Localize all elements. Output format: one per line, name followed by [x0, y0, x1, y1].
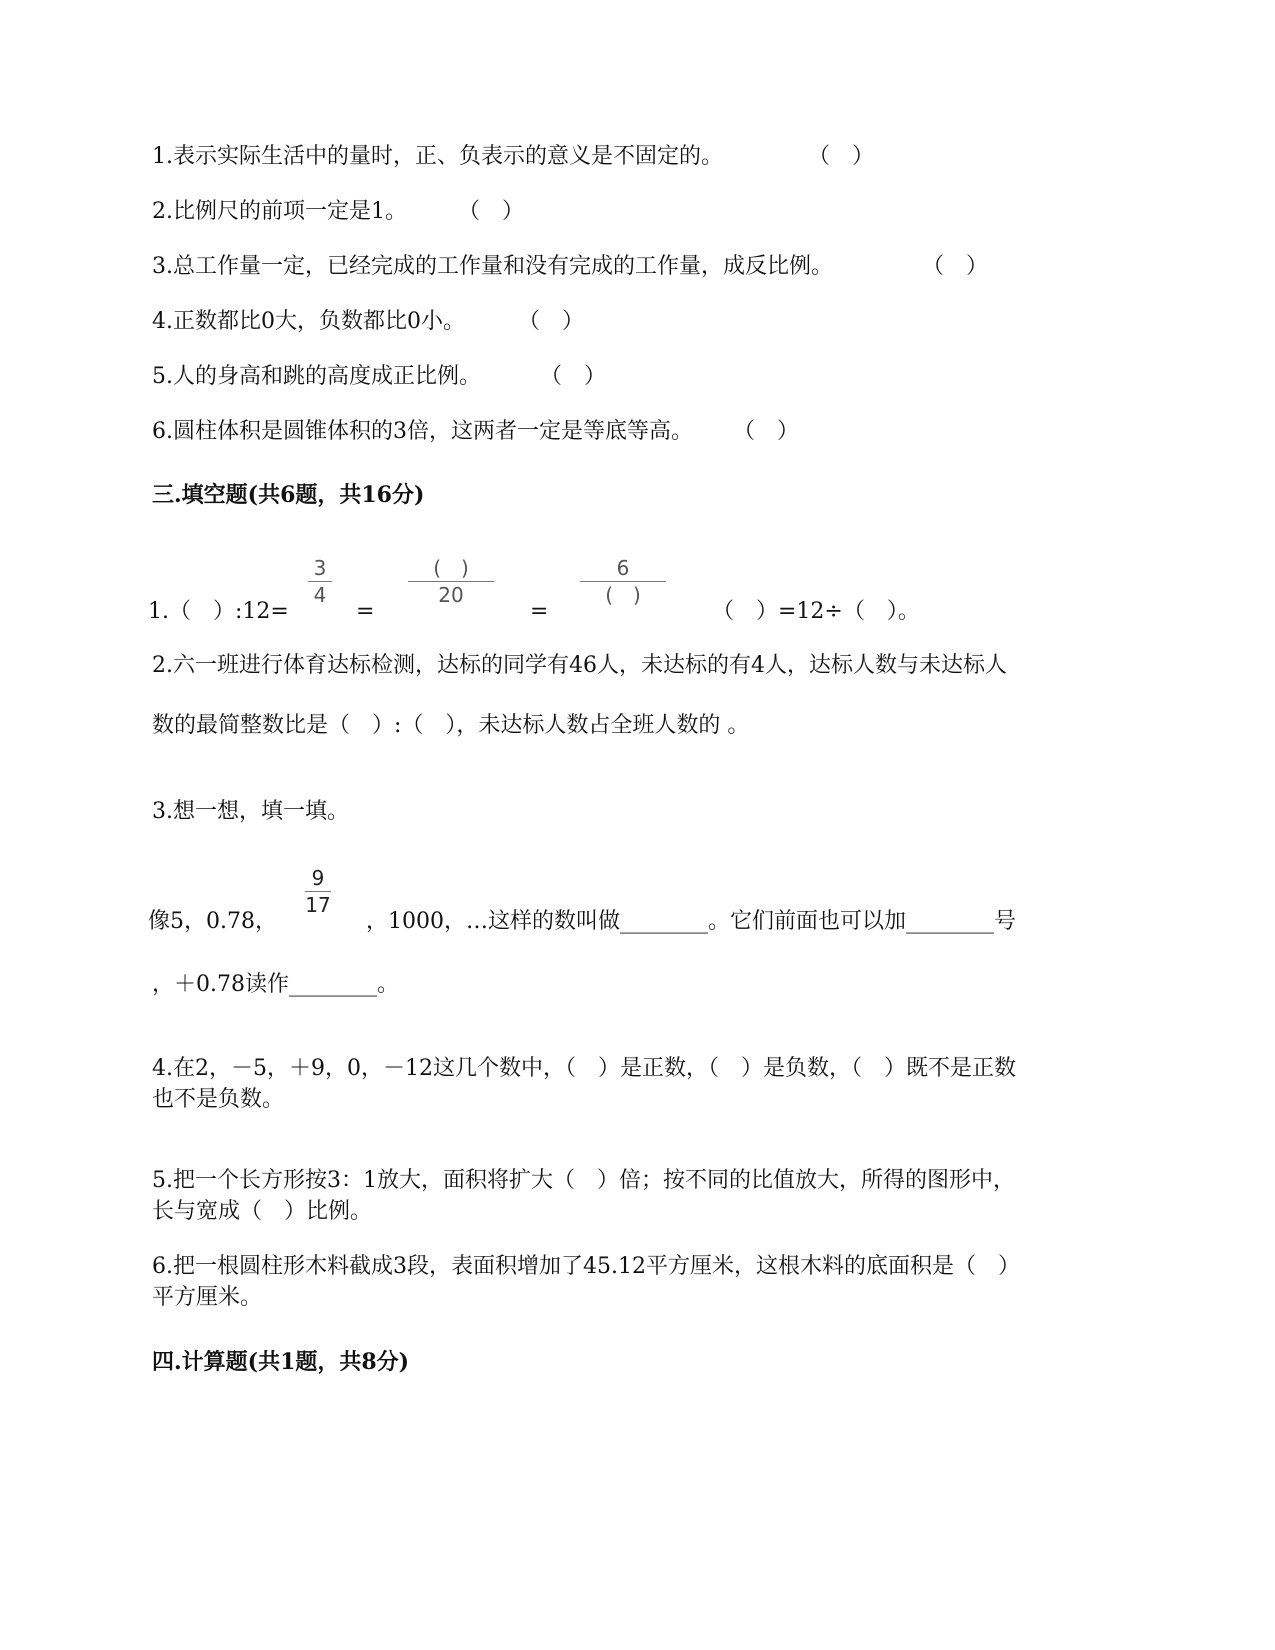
section-three-title: 三.填空题(共6题，共16分) — [152, 482, 425, 508]
judge-item-5-text: 5.人的身高和跳的高度成正比例。 — [152, 364, 481, 389]
judge-item-4 — [152, 307, 465, 337]
fraction-2-bar — [408, 581, 494, 582]
judge-item-4-blank[interactable]: （ ） — [518, 309, 585, 334]
judge-item-3-text: 3.总工作量一定，已经完成的工作量和没有完成的工作量，成反比例。 — [152, 254, 833, 279]
fraction-3-denominator[interactable]: ( ) — [605, 583, 641, 607]
judge-item-2-text: 2.比例尺的前项一定是1。 — [152, 199, 407, 224]
fill-q3-rest[interactable]: ，1000，…这样的数叫做________。它们前面也可以加________号 — [366, 909, 1016, 934]
fill-q1-equals-1: = — [356, 599, 375, 624]
fill-q5-line-1[interactable]: 5.把一个长方形按3：1放大，面积将扩大（ ）倍；按不同的比值放大，所得的图形中， — [152, 1168, 1015, 1193]
fill-q4-line-1[interactable]: 4.在2，－5，＋9，0，－12这几个数中，（ ）是正数，（ ）是负数，（ ）既不是正数 — [152, 1056, 1016, 1081]
fraction-3-bar — [580, 581, 666, 582]
fill-q3-prefix: 像5，0.78， — [148, 909, 277, 934]
fill-q5-line-2[interactable]: 长与宽成（ ）比例。 — [152, 1199, 373, 1224]
q3-fraction-numerator: 9 — [311, 866, 325, 890]
q3-fraction-denominator: 17 — [305, 893, 331, 917]
judge-item-2 — [152, 197, 407, 227]
judge-item-5 — [152, 362, 481, 392]
fill-q4-line-2: 也不是负数。 — [152, 1087, 285, 1112]
judge-item-2-blank[interactable]: （ ） — [458, 199, 525, 224]
fill-q2-line-2[interactable]: 数的最简整数比是（ ）:（ ），未达标人数占全班人数的 。 — [152, 713, 750, 738]
fill-q1-suffix[interactable]: （ ）=12÷（ ）。 — [712, 599, 920, 624]
judge-item-3-blank[interactable]: （ ） — [922, 254, 989, 279]
fill-q1-fraction-1 — [308, 556, 332, 607]
judge-item-6-text: 6.圆柱体积是圆锥体积的3倍，这两者一定是等底等高。 — [152, 419, 693, 444]
fraction-2-denominator: 20 — [438, 583, 464, 607]
q3-fraction-bar — [305, 891, 331, 892]
section-four-title: 四.计算题(共1题，共8分) — [152, 1349, 410, 1375]
fraction-1-numerator: 3 — [313, 556, 327, 580]
judge-item-4-text: 4.正数都比0大，负数都比0小。 — [152, 309, 465, 334]
judge-item-1 — [152, 142, 723, 172]
fraction-1-denominator: 4 — [313, 583, 327, 607]
fill-q1-equals-2: = — [530, 599, 549, 624]
fill-q3-line-2[interactable]: ，＋0.78读作________。 — [152, 972, 399, 997]
fill-q6-line-2: 平方厘米。 — [152, 1285, 263, 1310]
fill-q1-fraction-2[interactable] — [408, 556, 494, 607]
judge-item-5-blank[interactable]: （ ） — [540, 364, 607, 389]
fill-q3-fraction — [305, 866, 331, 917]
fill-q3-intro: 3.想一想，填一填。 — [152, 799, 349, 824]
fill-q2-line-1: 2.六一班进行体育达标检测，达标的同学有46人，未达标的有4人，达标人数与未达标人 — [152, 653, 1007, 678]
fill-q1-prefix: 1.（ ）:12= — [148, 599, 289, 624]
judge-item-6 — [152, 417, 693, 447]
fraction-2-numerator[interactable]: ( ) — [433, 556, 469, 580]
fraction-3-numerator: 6 — [616, 556, 630, 580]
judge-item-1-text: 1.表示实际生活中的量时，正、负表示的意义是不固定的。 — [152, 144, 723, 169]
judge-item-3 — [152, 252, 833, 282]
fraction-1-bar — [308, 581, 332, 582]
fill-q6-line-1[interactable]: 6.把一根圆柱形木料截成3段，表面积增加了45.12平方厘米，这根木料的底面积是（ ） — [152, 1254, 1020, 1279]
judge-item-6-blank[interactable]: （ ） — [733, 419, 800, 444]
judge-item-1-blank[interactable]: （ ） — [808, 144, 875, 169]
fill-q1-fraction-3[interactable] — [580, 556, 666, 607]
